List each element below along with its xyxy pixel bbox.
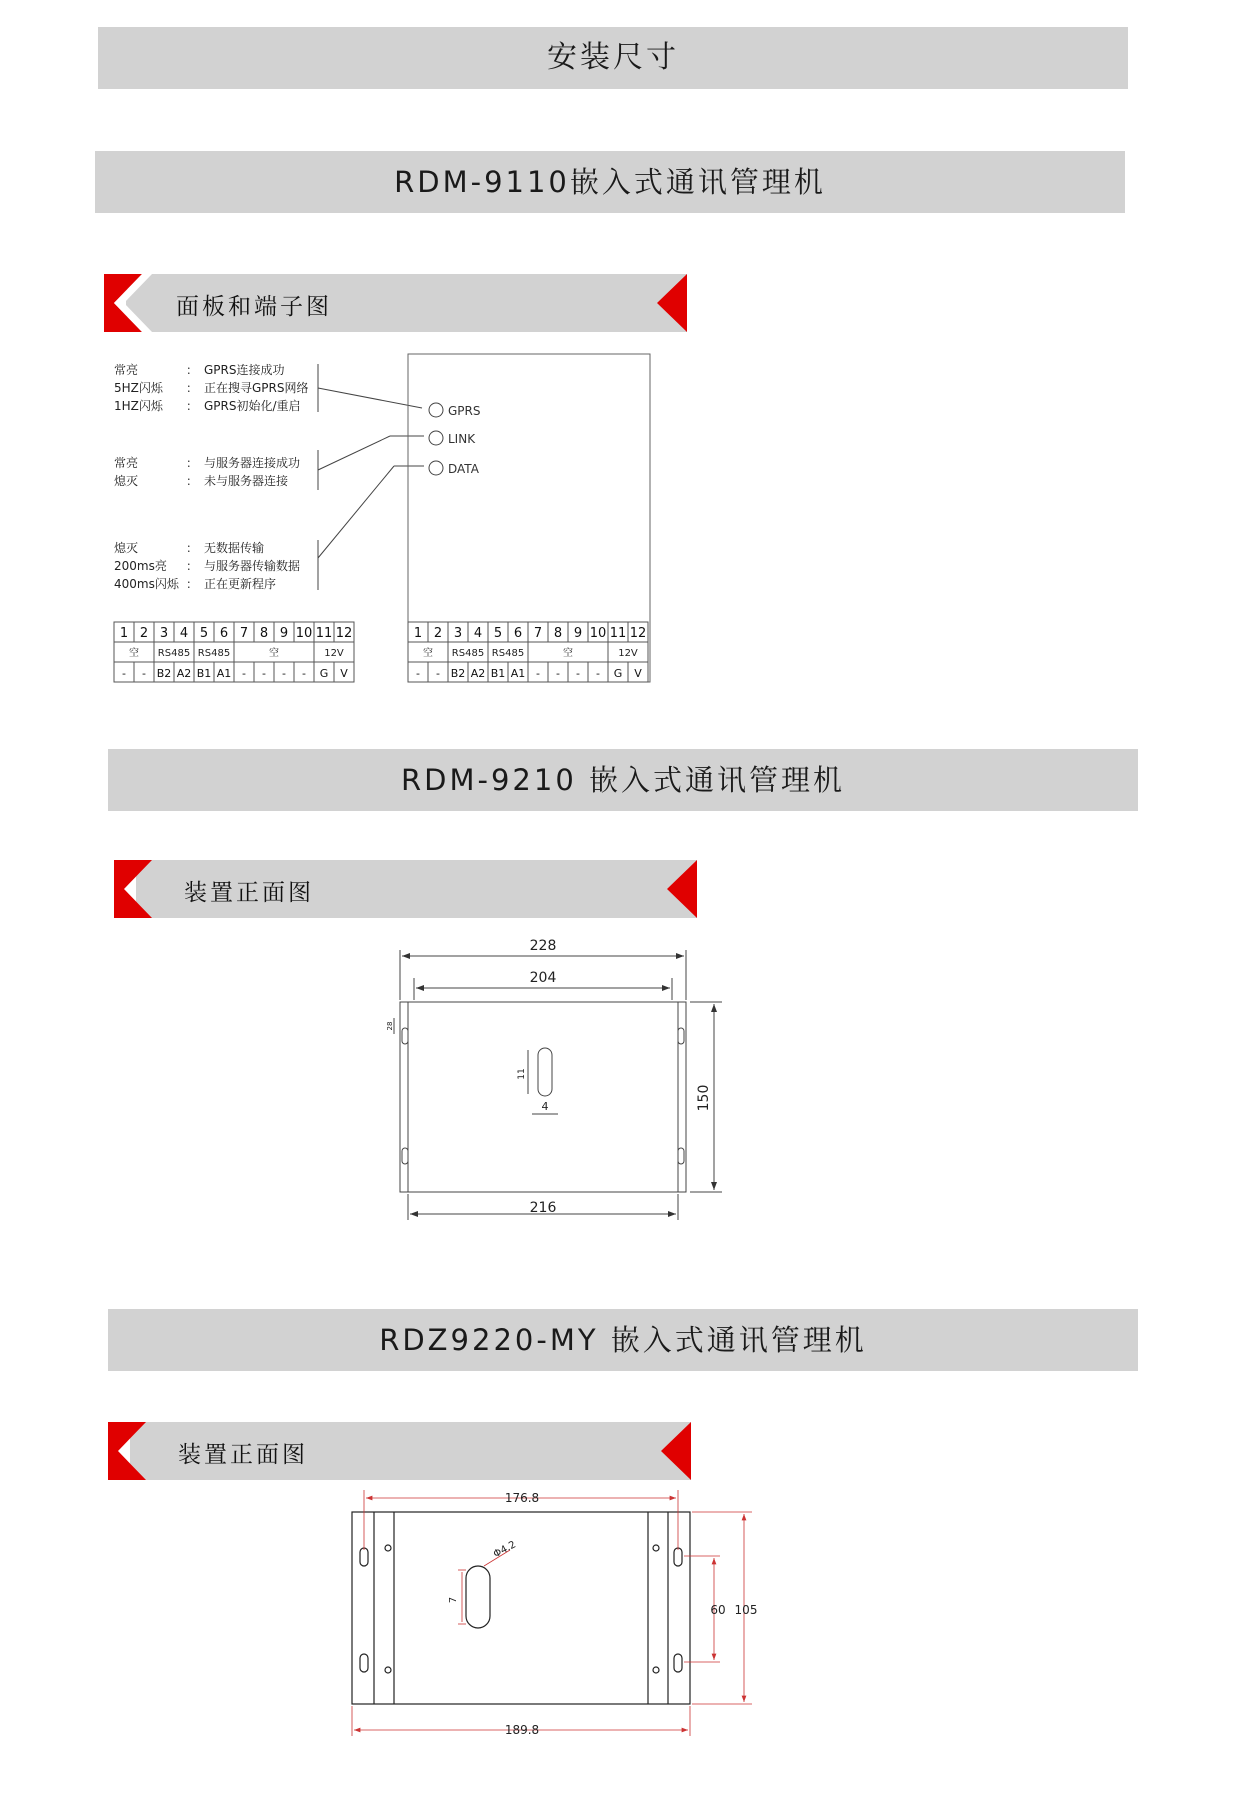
terminal-signal: B1 [490,667,506,680]
legend-desc: 正在搜寻GPRS网络 [204,381,309,395]
terminal-signal: B2 [156,667,172,680]
terminal-signal: - [262,667,266,680]
terminal-group-label: RS485 [157,648,191,659]
dim-11: 11 [517,1068,527,1080]
dim-28: 28 [386,1021,394,1031]
legend-colon: ： [186,541,199,555]
terminal-number: 1 [413,626,423,641]
terminal-group-label: RS485 [451,648,485,659]
dim-105: 105 [734,1603,758,1617]
terminal-group-label: 空 [269,648,279,659]
terminal-signal: G [613,667,623,680]
terminal-signal: - [436,667,440,680]
legend-desc: 未与服务器连接 [204,474,289,488]
dim-60: 60 [710,1603,726,1617]
subsection-banner-9210 [114,860,697,918]
legend-state: 1HZ闪烁 [114,399,163,413]
terminal-number: 12 [629,626,647,641]
terminal-number: 3 [159,626,169,641]
legend-state: 400ms闪烁 [114,577,179,591]
legend-desc: 无数据传输 [204,541,265,555]
led-indicators [429,403,481,476]
led-label: GPRS [448,404,481,418]
terminal-number: 5 [493,626,503,641]
led-link [429,431,443,445]
section-title-bar-9110 [95,151,1125,213]
terminal-signal: - [242,667,246,680]
terminal-number: 8 [259,626,269,641]
legend-state: 常亮 [114,363,139,377]
terminal-group-label: 12V [618,648,638,659]
led-label: LINK [448,432,476,446]
dim-189-8: 189.8 [504,1723,540,1737]
section-title-bar-9220 [108,1309,1138,1371]
legend-colon: ： [186,363,199,377]
terminal-group-label: 空 [129,648,139,659]
legend-state: 熄灭 [114,474,139,488]
led-label: DATA [448,462,479,476]
terminal-signal: - [556,667,560,680]
subsection-banner-9220 [108,1422,691,1480]
terminal-group-label: 12V [324,648,344,659]
dim-150: 150 [696,1084,712,1112]
legend-desc: 与服务器传输数据 [204,559,301,573]
device-body [352,1512,690,1704]
legend-desc: GPRS连接成功 [204,363,285,377]
dim-216: 216 [529,1200,557,1216]
legend-desc: 正在更新程序 [204,577,277,591]
terminal-number: 2 [139,626,149,641]
legend-desc: GPRS初始化/重启 [204,399,301,413]
terminal-number: 7 [239,626,249,641]
terminal-signal: V [634,667,642,680]
legend-colon: ： [186,474,199,488]
dim-204: 204 [529,970,557,986]
terminal-group-label: RS485 [491,648,525,659]
legend-colon: ： [186,381,199,395]
terminal-number: 4 [179,626,189,641]
terminal-number: 7 [533,626,543,641]
terminal-signal: - [536,667,540,680]
led-gprs [429,403,443,417]
terminal-group-label: 空 [423,648,433,659]
section-title: RDM-9210 嵌入式通讯管理机 [401,763,845,797]
page-title: 安装尺寸 [547,40,679,75]
device-body [400,1002,686,1192]
section-title-bar-9210 [108,749,1138,811]
led-data [429,461,443,475]
terminal-number: 5 [199,626,209,641]
subsection-label: 装置正面图 [178,1442,308,1468]
section-title: RDZ9220-MY 嵌入式通讯管理机 [379,1323,867,1357]
center-slot [466,1566,490,1628]
subsection-label: 装置正面图 [184,880,314,906]
terminal-signal: - [596,667,600,680]
dim-176-8: 176.8 [504,1491,540,1505]
legend-colon: ： [186,559,199,573]
rdm9210-front-diagram [0,930,1240,1250]
terminal-number: 1 [119,626,129,641]
terminal-number: 9 [279,626,289,641]
terminal-signal: B2 [450,667,466,680]
terminal-signal: A1 [216,667,232,680]
terminal-number: 2 [433,626,443,641]
dim-4: 4 [541,1100,549,1113]
legend-state: 常亮 [114,456,139,470]
terminal-signal: A2 [176,667,192,680]
page-title-bar [98,27,1128,89]
terminal-table-left [114,622,354,682]
terminal-signal: - [416,667,420,680]
terminal-number: 4 [473,626,483,641]
terminal-signal: A1 [510,667,526,680]
legend-desc: 与服务器连接成功 [204,456,301,470]
terminal-signal: G [319,667,329,680]
center-slot [538,1048,552,1096]
terminal-signal: - [282,667,286,680]
subsection-label: 面板和端子图 [176,294,332,320]
terminal-number: 8 [553,626,563,641]
terminal-signal: V [340,667,348,680]
terminal-table-right [408,622,648,682]
dim-228: 228 [529,938,557,954]
terminal-signal: B1 [196,667,212,680]
panel-terminal-diagram [0,340,1240,700]
rdz9220-front-diagram [0,1490,1240,1790]
terminal-number: 6 [513,626,523,641]
terminal-signal: - [122,667,126,680]
legend-colon: ： [186,577,199,591]
terminal-group-label: RS485 [197,648,231,659]
dim-7: 7 [448,1596,459,1604]
legend-state: 200ms亮 [114,559,167,573]
legend-state: 5HZ闪烁 [114,381,163,395]
terminal-group-label: 空 [563,648,573,659]
legend-colon: ： [186,456,199,470]
terminal-signal: - [142,667,146,680]
terminal-number: 11 [609,626,627,641]
terminal-number: 12 [335,626,353,641]
legend-state: 熄灭 [114,541,139,555]
section-title: RDM-9110嵌入式通讯管理机 [394,165,826,199]
subsection-banner-9110 [104,274,687,332]
dim-hole: Φ4.2 [491,1539,518,1561]
terminal-number: 10 [295,626,313,641]
terminal-number: 11 [315,626,333,641]
terminal-signal: A2 [470,667,486,680]
terminal-signal: - [576,667,580,680]
terminal-signal: - [302,667,306,680]
legend-colon: ： [186,399,199,413]
terminal-number: 10 [589,626,607,641]
terminal-number: 6 [219,626,229,641]
terminal-number: 9 [573,626,583,641]
terminal-number: 3 [453,626,463,641]
